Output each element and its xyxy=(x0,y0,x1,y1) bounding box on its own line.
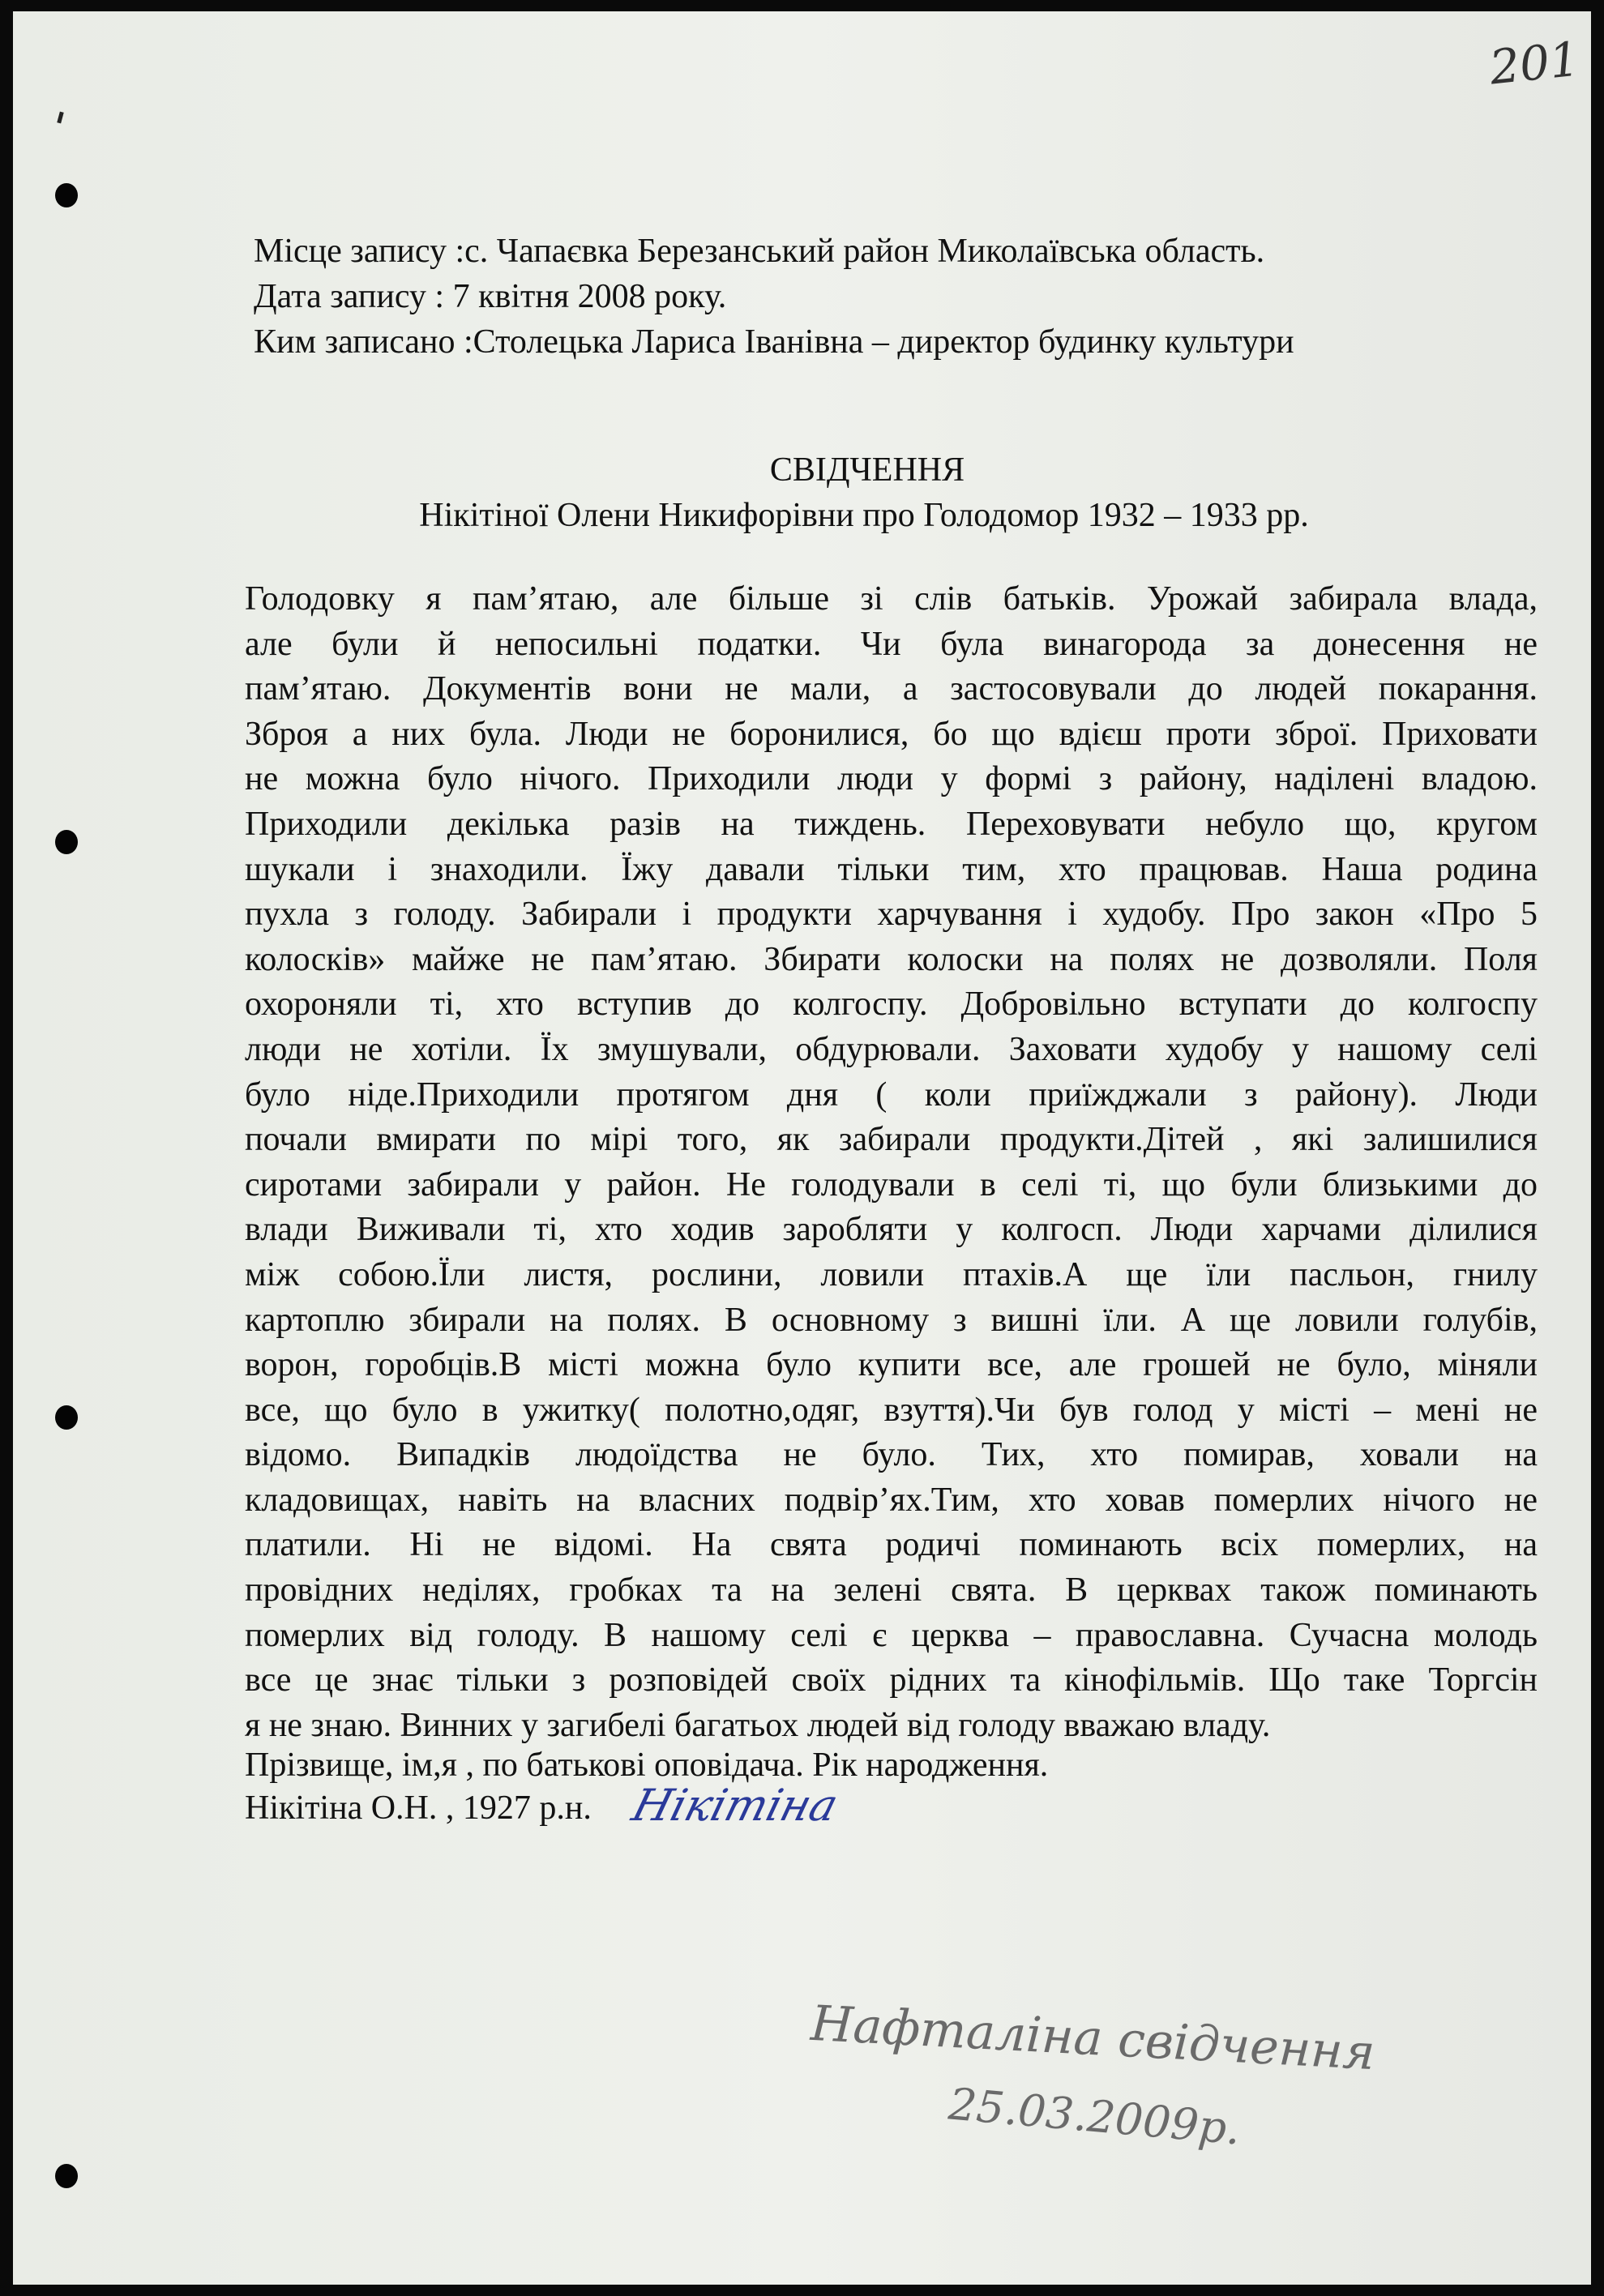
body-line: почали вмирати по мірі того, як забирали продукти.Дітей , які залишилися xyxy=(245,1121,1538,1159)
body-line: я не знаю. Винних у загибелі багатьох людей від голоду вважаю владу. xyxy=(245,1706,1271,1744)
body-line: влади Виживали ті, хто ходив заробляти у колгосп. Люди харчами ділилися xyxy=(245,1211,1538,1249)
body-line: померлих від голоду. В нашому селі є церква – православна. Сучасна молодь xyxy=(245,1616,1538,1654)
body-line: між собою.Їли листя, рослини, ловили птахів.А ще їли пасльон, гнилу xyxy=(245,1255,1538,1293)
document-subtitle: Нікітіної Олени Никифорівни про Голодомор 1932 – 1933 рр. xyxy=(419,497,1309,534)
body-line: не можна було нічого. Приходили люди у формі з району, наділені владою. xyxy=(245,760,1538,798)
body-line: Зброя а них була. Люди не боронилися, бо що вдієш проти зброї. Приховати xyxy=(245,715,1538,753)
punch-hole xyxy=(55,183,78,207)
body-line: шукали і знаходили. Їжу давали тільки тим, хто працював. Наша родина xyxy=(245,850,1538,888)
recorded-by: Ким записано :Столецька Лариса Іванівна – директор будинку культури xyxy=(254,323,1294,361)
body-line: платили. Ні не відомі. На свята родичі поминають всіх померлих, на xyxy=(245,1526,1538,1564)
body-line: все це знає тільки з розповідей своїх рідних та кінофільмів. Що таке Торгсін xyxy=(245,1661,1538,1700)
body-line: картоплю збирали на полях. В основному з вишні їли. А ще ловили голубів, xyxy=(245,1301,1538,1339)
page-number: 201 xyxy=(1486,31,1582,96)
narrator-signature: Нікітіна xyxy=(627,1780,844,1831)
document-title: СВІДЧЕННЯ xyxy=(769,451,965,489)
body-line: кладовищах, навіть на власних подвір’ях.Тим, хто ховав померлих нічого не xyxy=(245,1481,1538,1519)
punch-hole xyxy=(55,1405,78,1430)
punch-hole xyxy=(55,830,78,854)
testimony-body xyxy=(245,577,1538,1748)
body-line: сиротами забирали у район. Не голодували в селі ті, що були близькими до xyxy=(245,1165,1538,1204)
narrator-label: Прізвище, ім,я , по батькові оповідача. Рік народження. xyxy=(245,1747,1049,1784)
body-line: пам’ятаю. Документів вони не мали, а застосовували до людей покарання. xyxy=(245,670,1538,708)
body-line: провідних неділях, гробках та на зелені свята. В церквах також поминають xyxy=(245,1571,1538,1610)
narrator-name: Нікітіна О.Н. , 1927 р.н. xyxy=(245,1789,592,1827)
body-line: пухла з голоду. Забирали і продукти харчування і худобу. Про закон «Про 5 xyxy=(245,896,1538,934)
body-line: Приходили декілька разів на тиждень. Переховувати небуло що, кругом xyxy=(245,805,1538,843)
body-line: але були й непосильні податки. Чи була винагорода за донесення не xyxy=(245,625,1538,663)
body-line: люди не хотіли. Їх змушували, обдурювали. Заховати худобу у нашому селі xyxy=(245,1030,1538,1068)
body-line: ворон, горобців.В місті можна було купити все, але грошей не було, міняли xyxy=(245,1346,1538,1384)
body-line: охороняли ті, хто вступив до колгоспу. Добровільно вступати до колгоспу xyxy=(245,986,1538,1024)
annotation-date: 25.03.2009р. xyxy=(946,2078,1243,2155)
record-place: Місце запису :с. Чапаєвка Березанський район Миколаївська область. xyxy=(254,233,1265,270)
record-date: Дата запису : 7 квітня 2008 року. xyxy=(254,278,727,315)
body-line: відомо. Випадків людоїдства не було. Тих, хто помирав, ховали на xyxy=(245,1436,1538,1474)
archival-annotation: Нафталіна свідчення xyxy=(809,1995,1377,2082)
body-line: колосків» майже не пам’ятаю. Збирати колоски на полях не дозволяли. Поля xyxy=(245,940,1538,978)
body-line: було ніде.Приходили протягом дня ( коли приїжджали з району). Люди xyxy=(245,1075,1538,1114)
body-line: все, що було в ужитку( полотно,одяг, взуття).Чи був голод у місті – мені не xyxy=(245,1391,1538,1429)
punch-hole xyxy=(55,2164,78,2188)
body-line: Голодовку я пам’ятаю, але більше зі слів батьків. Урожай забирала влада, xyxy=(245,580,1538,618)
